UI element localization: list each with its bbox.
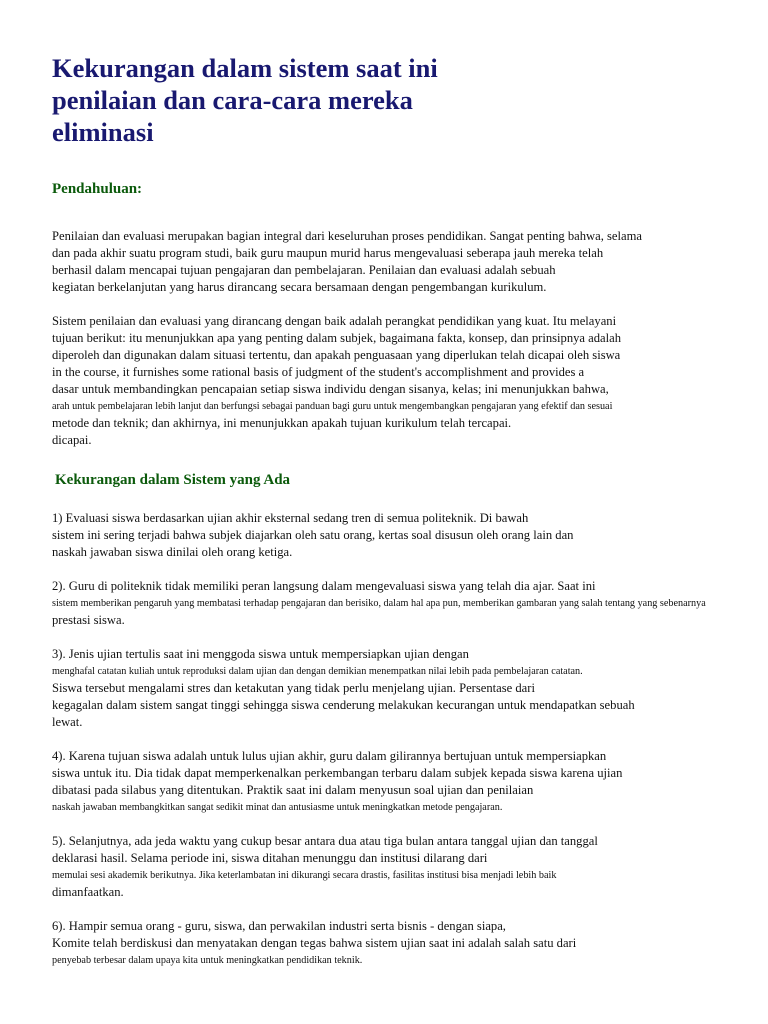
text-line: menghafal catatan kuliah untuk reproduksi dalam ujian dan dengan demikian menempatkan nilai lebih pada pembelajaran catatan. (52, 666, 583, 677)
text-line: memulai sesi akademik berikutnya. Jika keterlambatan ini dikurangi secara drastis, fasilitas institusi bisa menjadi lebih baik (52, 870, 557, 881)
list-item (52, 833, 764, 901)
list-item (52, 646, 764, 731)
text-line: 3). Jenis ujian tertulis saat ini menggoda siswa untuk mempersiapkan ujian dengan (52, 647, 469, 661)
text-line: dasar untuk membandingkan pencapaian setiap siswa individu dengan sisanya, kelas; ini menunjukkan bahwa, (52, 382, 609, 396)
text-line: naskah jawaban siswa dinilai oleh orang ketiga. (52, 545, 293, 559)
text-line: diperoleh dan digunakan dalam situasi tertentu, dan apakah penguasaan yang diperlukan telah dicapai oleh siswa (52, 348, 621, 362)
text-line: dan pada akhir suatu program studi, baik guru maupun murid harus mengevaluasi seberapa jauh mereka telah (52, 246, 604, 260)
list-item (52, 918, 764, 969)
shortcomings-heading: Kekurangan dalam Sistem yang Ada (55, 472, 291, 488)
list-item (52, 748, 764, 816)
text-line: 6). Hampir semua orang - guru, siswa, dan perwakilan industri serta bisnis - dengan siapa, (52, 919, 506, 933)
text-line: dicapai. (52, 433, 92, 447)
intro-paragraph (52, 228, 764, 296)
text-line: tujuan berikut: itu menunjukkan apa yang penting dalam subjek, bagaimana fakta, konsep, dan prinsipnya adalah (52, 331, 622, 345)
text-line: in the course, it furnishes some rational basis of judgment of the student's accomplishment and provides a (52, 365, 585, 379)
text-line: prestasi siswa. (52, 613, 125, 627)
introduction-section (52, 228, 764, 449)
title-line: eliminasi (52, 117, 154, 147)
text-line: Penilaian dan evaluasi merupakan bagian integral dari keseluruhan proses pendidikan. Sangat penting bahwa, selama (52, 229, 642, 243)
text-line: sistem ini sering terjadi bahwa subjek diajarkan oleh satu orang, kertas soal disusun oleh orang lain dan (52, 528, 574, 542)
text-line: metode dan teknik; dan akhirnya, ini menunjukkan apakah tujuan kurikulum telah tercapai. (52, 416, 512, 430)
document-page (52, 52, 764, 969)
introduction-heading: Pendahuluan: (52, 181, 143, 197)
text-line: 1) Evaluasi siswa berdasarkan ujian akhir eksternal sedang tren di semua politeknik. Di bawah (52, 511, 529, 525)
text-line: kegiatan berkelanjutan yang harus dirancang secara bersamaan dengan pengembangan kurikulum. (52, 280, 547, 294)
list-item (52, 510, 764, 561)
text-line: siswa untuk itu. Dia tidak dapat memperkenalkan perkembangan terbaru dalam subjek kepada siswa karena ujian (52, 766, 623, 780)
text-line: 5). Selanjutnya, ada jeda waktu yang cukup besar antara dua atau tiga bulan antara tanggal ujian dan tanggal (52, 834, 598, 848)
text-line: berhasil dalam mencapai tujuan pengajaran dan pembelajaran. Penilaian dan evaluasi adalah sebuah (52, 263, 556, 277)
text-line: deklarasi hasil. Selama periode ini, siswa ditahan menunggu dan institusi dilarang dari (52, 851, 488, 865)
title-line: Kekurangan dalam sistem saat ini (52, 53, 438, 83)
text-line: kegagalan dalam sistem sangat tinggi sehingga siswa cenderung melakukan kecurangan untuk mendapatkan sebuah (52, 698, 635, 712)
text-line: 4). Karena tujuan siswa adalah untuk lulus ujian akhir, guru dalam gilirannya bertujuan untuk mempersiapkan (52, 749, 607, 763)
text-line: sistem memberikan pengaruh yang membatasi terhadap pengajaran dan berisiko, dalam hal apa pun, memberikan gambaran yang salah tentang yang sebenarnya (52, 598, 706, 609)
text-line: Komite telah berdiskusi dan menyatakan dengan tegas bahwa sistem ujian saat ini adalah salah satu dari (52, 936, 577, 950)
text-line: Siswa tersebut mengalami stres dan ketakutan yang tidak perlu menjelang ujian. Persentase dari (52, 681, 535, 695)
text-line: lewat. (52, 715, 83, 729)
text-line: dibatasi pada silabus yang ditentukan. Praktik saat ini dalam menyusun soal ujian dan penilaian (52, 783, 534, 797)
intro-paragraph (52, 313, 764, 449)
page-title (52, 52, 764, 148)
text-line: penyebab terbesar dalam upaya kita untuk meningkatkan pendidikan teknik. (52, 955, 363, 966)
text-line: 2). Guru di politeknik tidak memiliki peran langsung dalam mengevaluasi siswa yang telah dia ajar. Saat ini (52, 579, 596, 593)
title-line: penilaian dan cara-cara mereka (52, 85, 413, 115)
list-item (52, 578, 764, 629)
text-line: dimanfaatkan. (52, 885, 124, 899)
text-line: arah untuk pembelajaran lebih lanjut dan berfungsi sebagai panduan bagi guru untuk mengembangkan pengajaran yang efektif dan sesuai (52, 401, 613, 412)
shortcomings-list (52, 510, 764, 969)
text-line: Sistem penilaian dan evaluasi yang dirancang dengan baik adalah perangkat pendidikan yang kuat. Itu melayani (52, 314, 617, 328)
text-line: naskah jawaban membangkitkan sangat sedikit minat dan antusiasme untuk meningkatkan metode pengajaran. (52, 802, 503, 813)
